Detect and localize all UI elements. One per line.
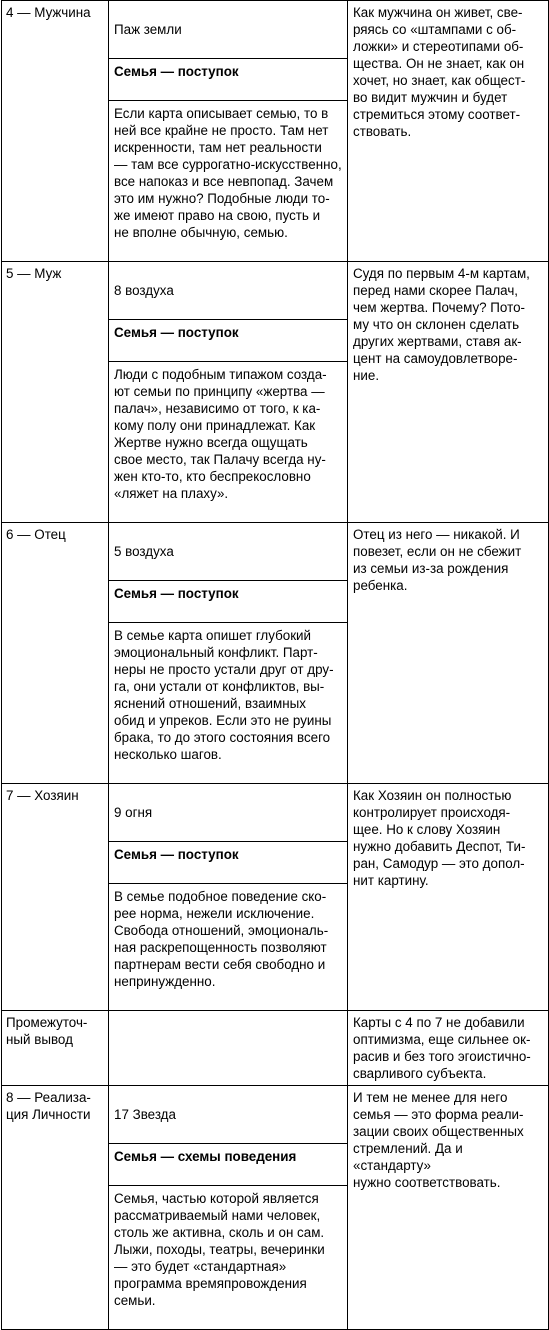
role-cell: 6 — Отец (2, 523, 109, 784)
family-analysis-table (1, 0, 549, 1330)
card-cell (109, 523, 348, 784)
card-description: Люди с подобным типажом созда- ют семьи по принципу «жертва — палач», независимо от того, к ка- кому полу они принадлежат. Как Жертве нужно всегда ощущать свое место, так Палачу всегда ну- жен кто-то, кто беспрекословно «ляжет на плаху». (109, 361, 347, 502)
card-name: 9 огня (114, 805, 153, 820)
comment-cell: Как Хозяин он полностью контролирует происходя- щее. Но к слову Хозяин нужно добавить Деспот, Ти- ран, Самодур — это допол- нит картину. (348, 784, 549, 1011)
section-heading: Семья — схемы поведения (109, 1143, 347, 1165)
card-cell (109, 262, 348, 523)
section-heading: Семья — поступок (109, 319, 347, 341)
section-heading: Семья — поступок (109, 841, 347, 863)
card-name: Паж земли (114, 22, 182, 37)
card-cell (109, 1086, 348, 1330)
comment-cell: Судя по первым 4-м картам, перед нами скорее Палач, чем жертва. Почему? Пото- му что он склонен сделать других жертвами, ставя ак- цент на самоудовлетворе- ние. (348, 262, 549, 523)
section-heading: Семья — поступок (109, 580, 347, 602)
comment-cell: И тем не менее для него семья — это форма реали- зации своих общественных стремлений. Да и «стандарту» нужно соответствовать. (348, 1086, 549, 1330)
table-row (2, 1011, 549, 1086)
card-description: Семья, частью которой является рассматриваемый нами человек, столь же активна, сколь и он сам. Лыжи, походы, театры, вечеринки — это будет «стандартная» программа времяпровождения семьи. (109, 1185, 347, 1309)
role-cell: 4 — Мужчина (2, 1, 109, 262)
table-row (2, 784, 549, 1011)
card-description: Если карта описывает семью, то в ней все крайне не просто. Там нет искренности, там нет реальности — там все суррогатно-искусственно, все напоказ и все невпопад. Зачем это им нужно? Подобные люди то- же имеют право на свою, пусть и не вполне обычную, семью. (109, 100, 347, 241)
card-description: В семье подобное поведение ско- рее норма, нежели исключение. Свобода отношений, эмоциональ- ная раскрепощенность позволяют партнерам вести себя свободно и непринужденно. (109, 883, 347, 990)
card-cell (109, 784, 348, 1011)
card-description: В семье карта опишет глубокий эмоциональный конфликт. Парт- неры не просто устали друг от дру- га, они устали от конфликтов, вы- яснений отношений, взаимных обид и упреков. Если это не руины брака, то до этого состояния всего несколько шагов. (109, 622, 347, 763)
comment-cell: Карты с 4 по 7 не добавили оптимизма, еще сильнее ок- расив и без того эгоистично- сварливого субъекта. (348, 1011, 549, 1086)
section-heading: Семья — поступок (109, 58, 347, 80)
role-cell: 7 — Хозяин (2, 784, 109, 1011)
comment-cell: Как мужчина он живет, све- ряясь со «штампами с об- ложки» и стереотипами об- щества. Он не знает, как он хочет, но знает, как общест- во видит мужчин и будет стремиться этому соответ- ствовать. (348, 1, 549, 262)
card-cell (109, 1, 348, 262)
card-name: 5 воздуха (114, 544, 174, 559)
role-cell: 8 — Реализа- ция Личности (2, 1086, 109, 1330)
table-row (2, 1, 549, 262)
table-row (2, 262, 549, 523)
role-cell: 5 — Муж (2, 262, 109, 523)
table-row (2, 1086, 549, 1330)
role-cell: Промежуточ- ный вывод (2, 1011, 109, 1086)
comment-cell: Отец из него — никакой. И повезет, если он не сбежит из семьи из-за рождения ребенка. (348, 523, 549, 784)
card-name: 8 воздуха (114, 283, 174, 298)
table-row (2, 523, 549, 784)
card-cell (109, 1011, 348, 1086)
card-name: 17 Звезда (114, 1107, 176, 1122)
